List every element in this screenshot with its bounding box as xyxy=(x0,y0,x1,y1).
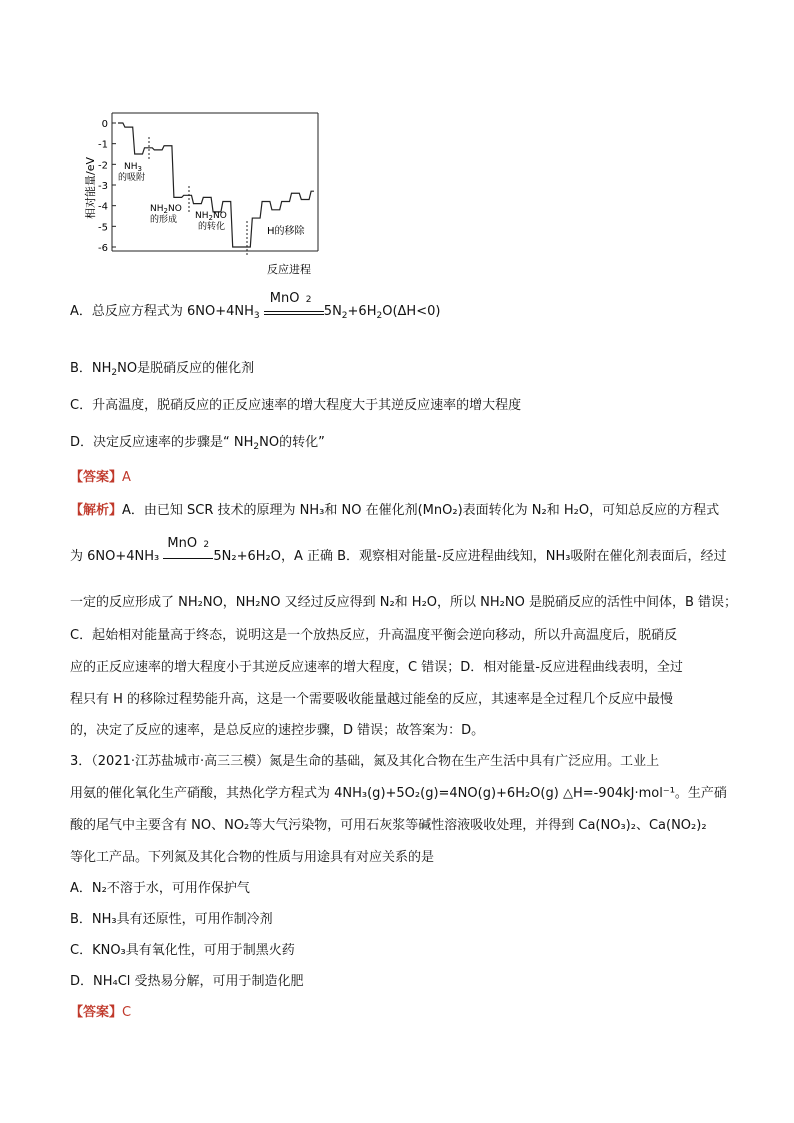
option-a-text: A．总反应方程式为 6NO+4NH xyxy=(70,304,254,319)
q3-answer: 【答案】C xyxy=(70,1005,132,1020)
y-tick-label: -4 xyxy=(98,201,108,213)
annot-nh2no-formation: $NH_2NO$ xyxy=(150,204,182,215)
y-tick-label: -2 xyxy=(98,160,108,172)
q2-analysis-line3: 一定的反应形成了 NH₂NO，NH₂NO 又经过反应得到 N₂和 H₂O，所以 NH₂NO 是脱硝反应的活性中间体，B 错误； xyxy=(70,595,738,610)
annot-nh2no-formation-2: 的形成 xyxy=(150,215,178,225)
y-tick-label: -6 xyxy=(98,243,108,254)
q2-analysis-line7: 的，决定了反应的速率，是总反应的速控步骤，D 错误；故答案为：D。 xyxy=(70,723,485,738)
annot-nh3-adsorption-2: 的吸附 xyxy=(118,173,146,183)
y-tick-label: -1 xyxy=(98,139,108,151)
q2-analysis-line2: 为 6NO+4NH₃ MnO 2 5N₂+6H₂O，A 正确 B．观察相对能量-反应进程曲线知，NH₃吸附在催化剂表面后，经过 xyxy=(70,536,727,564)
q2-analysis-line6: 程只有 H 的移除过程势能升高，这是一个需要吸收能量越过能垒的反应，其速率是全过程几个反应中最慢 xyxy=(70,692,674,707)
q2-analysis-line4: C．起始相对能量高于终态，说明这是一个放热反应，升高温度平衡会逆向移动，所以升高温度后，脱硝反 xyxy=(70,628,678,643)
y-tick-label: -3 xyxy=(98,181,108,192)
q2-option-c: C．升高温度，脱硝反应的正反应速率的增大程度大于其逆反应速率的增大程度 xyxy=(70,398,522,413)
annot-nh2no-conversion: $NH_2NO$ xyxy=(195,211,227,222)
catalyst-arrow: MnO 2 xyxy=(264,305,324,315)
q2-analysis-line1: 【解析】A．由已知 SCR 技术的原理为 NH₃和 NO 在催化剂(MnO₂)表面转化为 N₂和 H₂O，可知总反应的方程式 xyxy=(70,503,720,518)
q3-option-a: A．N₂不溶于水，可用作保护气 xyxy=(70,881,250,896)
annot-nh2no-conversion-2: 的转化 xyxy=(198,222,226,232)
catalyst-arrow-2: MnO 2 xyxy=(163,554,213,560)
q3-stem-line3: 酸的尾气中主要含有 NO、NO₂等大气污染物，可用石灰浆等碱性溶液吸收处理，并得到 Ca(NO₃)₂、Ca(NO₂)₂ xyxy=(70,818,707,833)
energy-profile-chart xyxy=(82,103,412,283)
q3-option-c: C．KNO₃具有氧化性，可用于制黑火药 xyxy=(70,943,295,958)
q3-option-d: D．NH₄Cl 受热易分解，可用于制造化肥 xyxy=(70,974,304,989)
q2-analysis-line5: 应的正反应速率的增大程度小于其逆反应速率的增大程度，C 错误；D．相对能量-反应进程曲线表明，全过 xyxy=(70,660,683,675)
q3-stem-line2: 用氨的催化氧化生产硝酸，其热化学方程式为 4NH₃(g)+5O₂(g)=4NO(g)+6H₂O(g) △H=-904kJ·mol⁻¹。生产硝 xyxy=(70,786,727,801)
y-ticks xyxy=(98,119,116,254)
q3-stem-line1: 3．（2021·江苏盐城市·高三三模）氮是生命的基础，氮及其化合物在生产生活中具有广泛应用。工业上 xyxy=(70,754,660,769)
catalyst-label: MnO xyxy=(269,291,300,306)
y-tick-label: 0 xyxy=(101,119,108,130)
q2-option-a: A．总反应方程式为 $6NO+4NH_3$ MnO 2 $5N_2+6H_2O(\Delta H<0)$ xyxy=(70,291,441,321)
q2-answer: 【答案】A xyxy=(70,470,131,485)
q2-option-b: B．$NH_2NO$是脱硝反应的催化剂 xyxy=(70,361,255,378)
q3-stem-line4: 等化工产品。下列氮及其化合物的性质与用途具有对应关系的是 xyxy=(70,850,435,865)
chart-ylabel: 相对能量/eV xyxy=(84,157,97,219)
y-tick-label: -5 xyxy=(98,222,108,234)
q2-option-d: D．决定反应速率的步骤是“ $NH_2NO$的转化” xyxy=(70,435,325,452)
q3-option-b: B．NH₃具有还原性，可用作制冷剂 xyxy=(70,912,273,927)
chart-xlabel: 反应进程 xyxy=(267,263,311,276)
annot-h-removal: H的移除 xyxy=(267,226,305,237)
annot-nh3-adsorption: $NH_3$ xyxy=(124,162,142,173)
